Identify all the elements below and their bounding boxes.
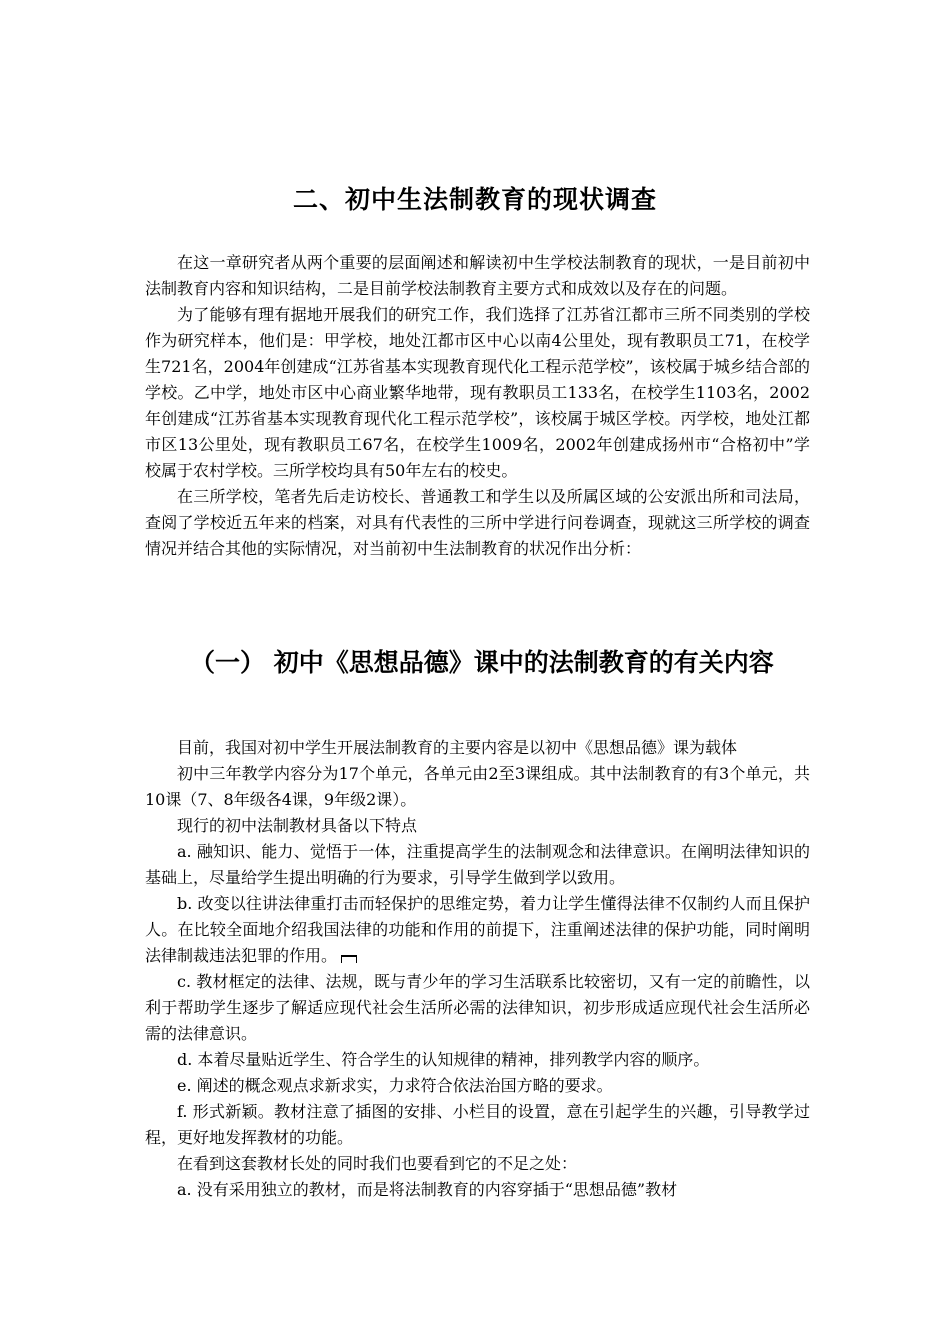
paragraph: 在三所学校，笔者先后走访校长、普通教工和学生以及所属区域的公安派出所和司法局，查阅了学校近五年来的档案，对具有代表性的三所中学进行问卷调查，现就这三所学校的调查情况并结合其他的实际情况，对当前初中生法制教育的状况作出分析： [145, 487, 810, 558]
paragraph: a. 融知识、能力、觉悟于一体，注重提高学生的法制观念和法律意识。在阐明法律知识的基础上，尽量给学生提出明确的行为要求，引导学生做到学以致用。 [145, 842, 810, 887]
paragraph-text: b. 改变以往讲法律重打击而轻保护的思维定势，着力让学生懂得法律不仅制约人而且保护人。在比较全面地介绍我国法律的功能和作用的前提下，注重阐述法律的保护功能，同时阐明法律制裁违法犯罪的作用。 [145, 894, 810, 965]
paragraph: 在这一章研究者从两个重要的层面阐述和解读初中生学校法制教育的现状，一是目前初中法制教育内容和知识结构，二是目前学校法制教育主要方式和成效以及存在的问题。 [145, 253, 810, 298]
paragraph-with-note [145, 891, 810, 969]
intro-section [145, 250, 810, 562]
paragraph: 现行的初中法制教材具备以下特点 [177, 816, 418, 835]
chapter-title: 二、初中生法制教育的现状调查 [292, 185, 657, 214]
paragraph: a. 没有采用独立的教材，而是将法制教育的内容穿插于“思想品德”教材 [177, 1180, 678, 1199]
section-heading: （一） 初中《思想品德》课中的法制教育的有关内容 [190, 648, 774, 677]
paragraph: f. 形式新颖。教材注意了插图的安排、小栏目的设置，意在引起学生的兴趣，引导教学过程，更好地发挥教材的功能。 [145, 1102, 810, 1147]
paragraph: c. 教材框定的法律、法规，既与青少年的学习生活联系比较密切，又有一定的前瞻性，以利于帮助学生逐步了解适应现代社会生活所必需的法律知识，初步形成适应现代社会生活所必需的法律意识。 [145, 972, 810, 1043]
paragraph: e. 阐述的概念观点求新求实，力求符合依法治国方略的要求。 [177, 1076, 613, 1095]
footnote-marker-icon [341, 955, 357, 963]
paragraph: 在看到这套教材长处的同时我们也要看到它的不足之处： [177, 1154, 578, 1173]
paragraph: d. 本着尽量贴近学生、符合学生的认知规律的精神，排列教学内容的顺序。 [177, 1050, 710, 1069]
paragraph: 为了能够有理有据地开展我们的研究工作，我们选择了江苏省江都市三所不同类别的学校作为研究样本，他们是：甲学校，地处江都市区中心以南4公里处，现有教职员工71，在校学生721名，2004年创建成“江苏省基本实现教育现代化工程示范学校”，该校属于城乡结合部的学校。乙中学，地处市区中心商业繁华地带，现有教职员工133名，在校学生1103名，2002年创建成“江苏省基本实现教育现代化工程示范学校”，该校属于城区学校。丙学校，地处江都市区13公里处，现有教职员工67名，在校学生1009名，2002年创建成扬州市“合格初中”学校属于农村学校。三所学校均具有50年左右的校史。 [145, 305, 810, 480]
paragraph: 初中三年教学内容分为17个单元，各单元由2至3课组成。其中法制教育的有3个单元，共10课（7、8年级各4课，9年级2课）。 [145, 764, 810, 809]
paragraph: 目前，我国对初中学生开展法制教育的主要内容是以初中《思想品德》课为载体 [177, 738, 738, 757]
section-body [145, 735, 810, 1203]
